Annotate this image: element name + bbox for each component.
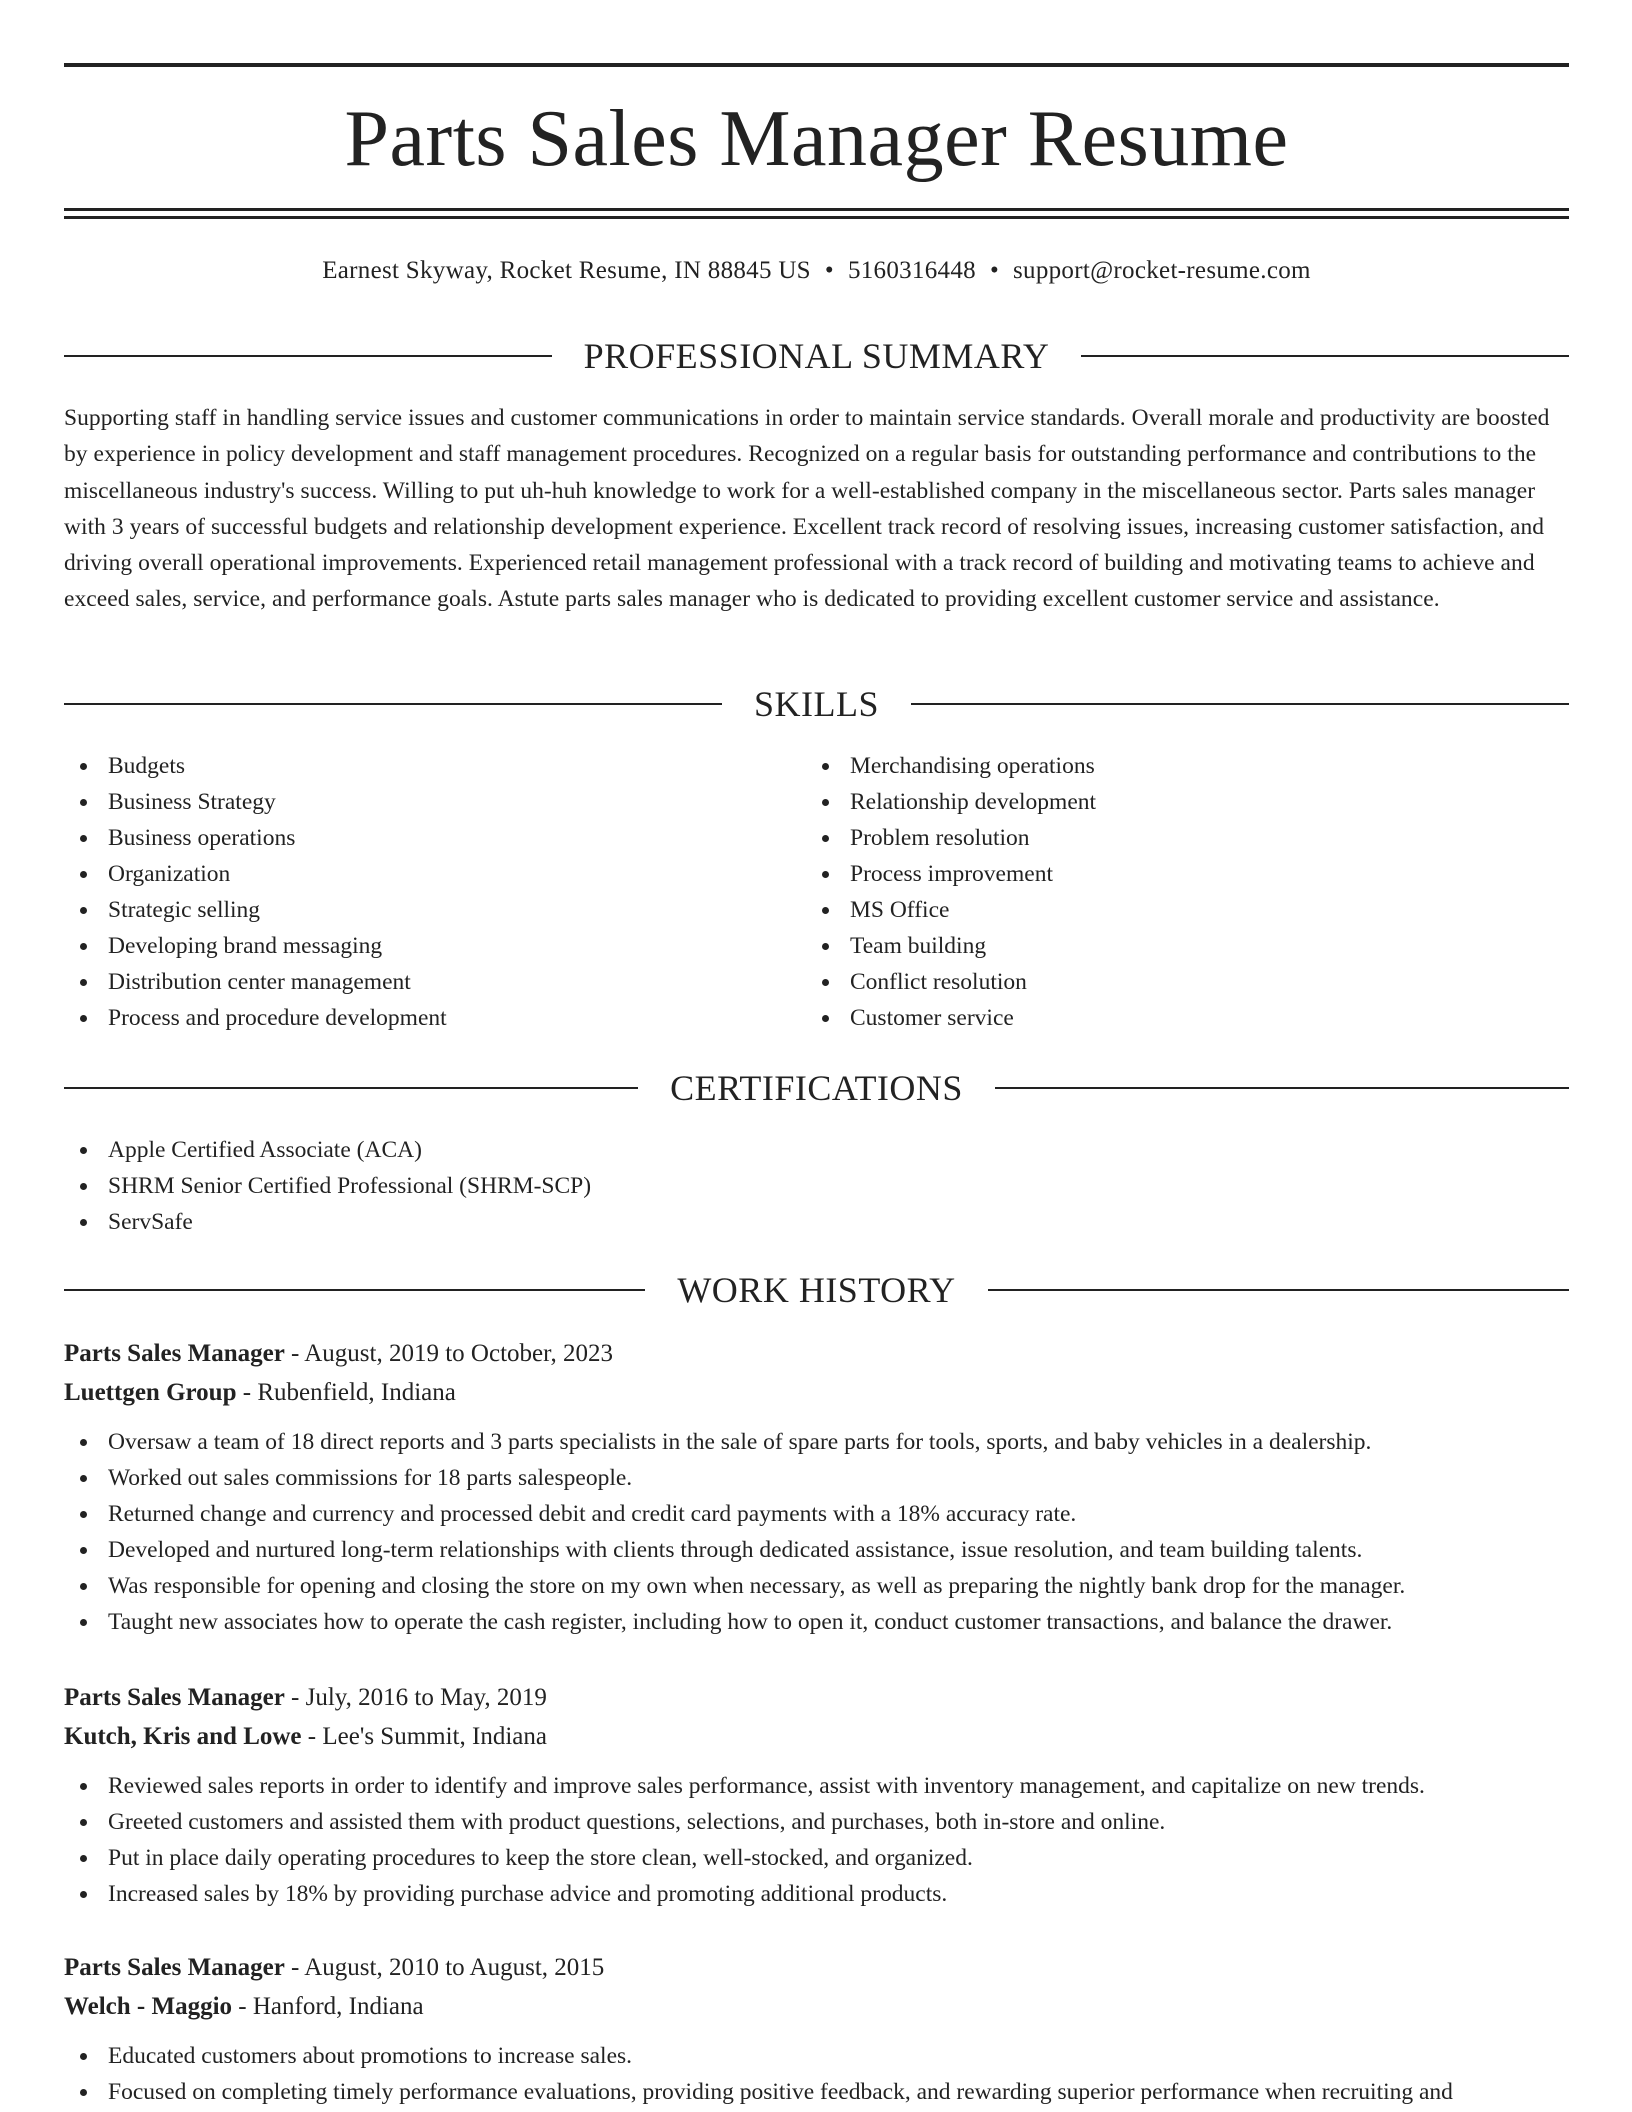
job-title-line [64, 1678, 1569, 1717]
job-title-line [64, 1948, 1569, 1987]
job-bullets [64, 1768, 1569, 1912]
job-bullet: Oversaw a team of 18 direct reports and 3 parts specialists in the sale of spare parts for tools, sports, and baby vehicles in a dealership. [64, 1424, 1569, 1460]
skill-item: Conflict resolution [806, 964, 1546, 1000]
contact-line [64, 255, 1569, 287]
job-entry [64, 1334, 1569, 1640]
job-entry [64, 1678, 1569, 1912]
job-title: Parts Sales Manager [64, 1954, 285, 1981]
skill-item: Developing brand messaging [64, 928, 804, 964]
certifications-list [64, 1132, 1569, 1240]
heading-rule [64, 1087, 638, 1089]
skill-item: MS Office [806, 892, 1546, 928]
heading-rule [64, 703, 722, 705]
skill-item: Business operations [64, 820, 804, 856]
job-bullet: Returned change and currency and processed debit and credit card payments with a 18% accuracy rate. [64, 1496, 1569, 1532]
dash: - [242, 1379, 252, 1406]
dash: - [238, 1993, 247, 2020]
job-bullet: Educated customers about promotions to increase sales. [64, 2038, 1569, 2074]
job-bullet: Put in place daily operating procedures to keep the store clean, well-stocked, and organized. [64, 1840, 1569, 1876]
summary-text: Supporting staff in handling service issues and customer communications in order to maintain service standards. Overall morale and productivity are boosted by experience in policy development and staff management procedures. Recognized on a regular basis for outstanding performance and contributions to the miscellaneous industry's success. Willing to put uh-huh knowledge to work for a well-established company in the miscellaneous sector. Parts sales manager with 3 years of successful budgets and relationship development experience. Excellent track record of resolving issues, increasing customer satisfaction, and driving overall operational improvements. Experienced retail management professional with a track record of building and motivating teams to achieve and exceed sales, service, and performance goals. Astute parts sales manager who is dedicated to providing excellent customer service and assistance. [64, 405, 1550, 613]
skill-item: Distribution center management [64, 964, 804, 1000]
skill-item: Relationship development [806, 784, 1546, 820]
title-rule-lower [64, 216, 1569, 219]
job-location: Rubenfield, Indiana [257, 1379, 456, 1406]
skill-item: Merchandising operations [806, 748, 1546, 784]
job-entry [64, 1948, 1569, 2110]
job-dates: August, 2010 to August, 2015 [304, 1954, 605, 1981]
contact-email: support@rocket-resume.com [1013, 257, 1311, 284]
job-bullet: Developed and nurtured long-term relationships with clients through dedicated assistance, issue resolution, and team building talents. [64, 1532, 1569, 1568]
job-company: Welch - Maggio [64, 1993, 233, 2020]
job-company-line [64, 1717, 1569, 1756]
certification-item: Apple Certified Associate (ACA) [64, 1132, 1569, 1168]
heading-rule [995, 1087, 1569, 1089]
dash: - [291, 1684, 300, 1711]
job-company: Kutch, Kris and Lowe [64, 1723, 302, 1750]
dash: - [291, 1340, 300, 1367]
job-dates: August, 2019 to October, 2023 [304, 1340, 613, 1367]
section-heading-label: PROFESSIONAL SUMMARY [583, 336, 1050, 376]
skill-item: Strategic selling [64, 892, 804, 928]
contact-separator: • [824, 257, 834, 284]
job-bullet: Increased sales by 18% by providing purchase advice and promoting additional products. [64, 1876, 1569, 1912]
section-heading-label: SKILLS [754, 684, 880, 724]
top-rule [64, 63, 1569, 67]
section-heading-skills [64, 682, 1569, 726]
heading-rule [64, 1289, 645, 1291]
dash: - [307, 1723, 317, 1750]
certification-item: SHRM Senior Certified Professional (SHRM-SCP) [64, 1168, 1569, 1204]
section-heading-certifications [64, 1066, 1569, 1110]
section-heading-label: CERTIFICATIONS [670, 1068, 963, 1108]
skill-item: Problem resolution [806, 820, 1546, 856]
job-bullet: Greeted customers and assisted them with product questions, selections, and purchases, both in-store and online. [64, 1804, 1569, 1840]
skill-item: Budgets [64, 748, 804, 784]
job-company-line [64, 1987, 1569, 2026]
section-heading-summary [64, 334, 1569, 378]
skills-list-left [64, 748, 804, 1036]
resume-title: Parts Sales Manager Resume [344, 95, 1289, 183]
job-bullet: Was responsible for opening and closing the store on my own when necessary, as well as preparing the nightly bank drop for the manager. [64, 1568, 1569, 1604]
dash: - [291, 1954, 300, 1981]
job-bullets [64, 2038, 1569, 2110]
job-title: Parts Sales Manager [64, 1684, 285, 1711]
skill-item: Customer service [806, 1000, 1546, 1036]
heading-rule [988, 1289, 1569, 1291]
contact-phone: 5160316448 [847, 257, 976, 284]
job-bullet: Reviewed sales reports in order to identify and improve sales performance, assist with inventory management, and capitalize on new trends. [64, 1768, 1569, 1804]
skill-item: Process and procedure development [64, 1000, 804, 1036]
heading-rule [911, 703, 1569, 705]
job-company: Luettgen Group [64, 1379, 237, 1406]
skill-item: Business Strategy [64, 784, 804, 820]
skill-item: Organization [64, 856, 804, 892]
skill-item: Team building [806, 928, 1546, 964]
job-title: Parts Sales Manager [64, 1340, 285, 1367]
job-title-line [64, 1334, 1569, 1373]
heading-rule [1081, 355, 1569, 357]
certification-item: ServSafe [64, 1204, 1569, 1240]
job-location: Hanford, Indiana [252, 1993, 424, 2020]
job-bullet: Focused on completing timely performance evaluations, providing positive feedback, and rewarding superior performance when recruiting and [64, 2074, 1569, 2110]
job-dates: July, 2016 to May, 2019 [305, 1684, 547, 1711]
job-bullets [64, 1424, 1569, 1640]
section-heading-work-history [64, 1268, 1569, 1312]
section-heading-label: WORK HISTORY [677, 1270, 956, 1310]
contact-separator: • [989, 257, 999, 284]
skills-list-right [806, 748, 1546, 1036]
job-bullet: Taught new associates how to operate the cash register, including how to open it, conduct customer transactions, and balance the drawer. [64, 1604, 1569, 1640]
skill-item: Process improvement [806, 856, 1546, 892]
contact-address: Earnest Skyway, Rocket Resume, IN 88845 US [322, 257, 811, 284]
job-bullet: Worked out sales commissions for 18 parts salespeople. [64, 1460, 1569, 1496]
title-rule-upper [64, 208, 1569, 211]
job-company-line [64, 1373, 1569, 1412]
heading-rule [64, 355, 552, 357]
job-location: Lee's Summit, Indiana [322, 1723, 547, 1750]
